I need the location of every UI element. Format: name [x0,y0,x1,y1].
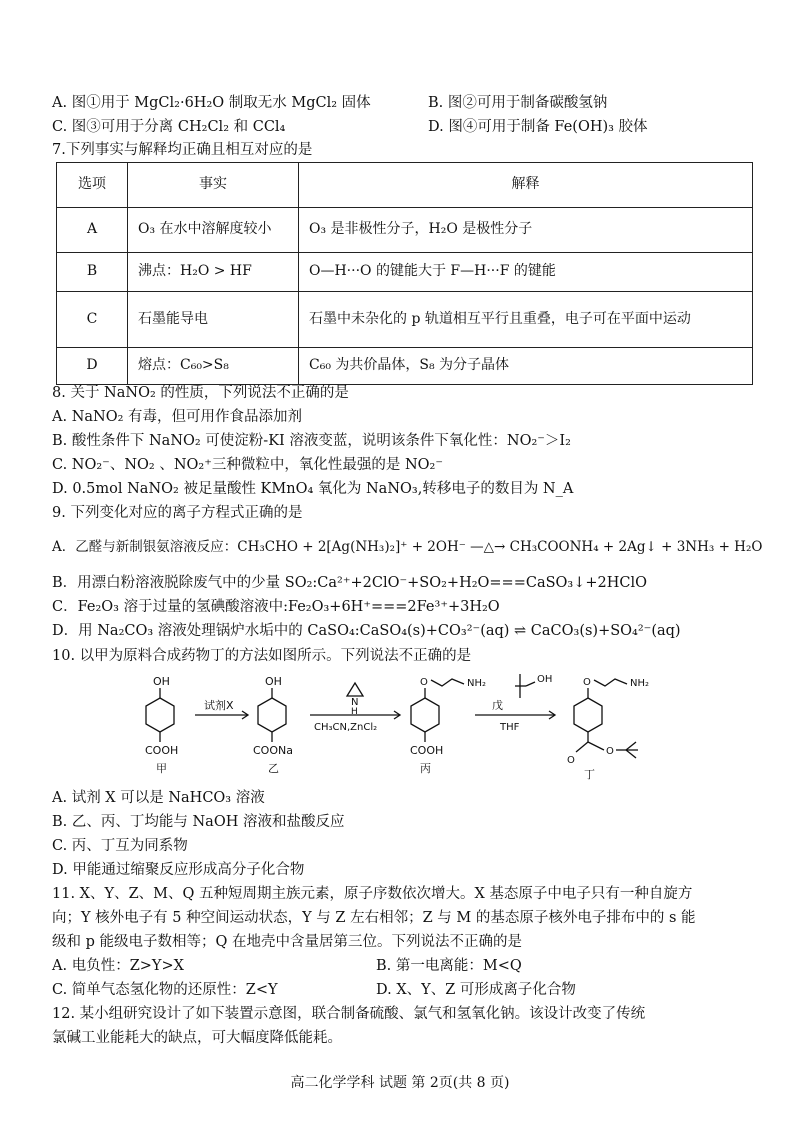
jia-cooh: COOH [145,744,179,757]
synthesis-scheme [0,668,800,788]
label-jia: 甲 [156,762,167,775]
q6-option-a: A. 图①用于 MgCl₂·6H₂O 制取无水 MgCl₂ 固体 [52,95,371,111]
yi-coona: COONa [253,744,293,757]
q6-option-c: C. 图③可用于分离 CH₂Cl₂ 和 CCl₄ [52,119,286,135]
label-yi: 乙 [268,762,279,775]
table-row [57,253,753,292]
q11-option-d: D. X、Y、Z 可形成离子化合物 [376,982,576,998]
q6-option-b: B. 图②可用于制备碳酸氢钠 [428,95,608,111]
q10-stem: 10. 以甲为原料合成药物丁的方法如图所示。下列说法不正确的是 [52,648,472,664]
q6-option-d: D. 图④可用于制备 Fe(OH)₃ 胶体 [428,119,648,135]
q7-header-row [57,163,753,208]
reagent-ch3cn-zncl2: CH₃CN,ZnCl₂ [314,722,378,733]
q7-row-explain: 石墨中未杂化的 p 轨道相互平行且重叠，电子可在平面中运动 [299,292,753,348]
q10-option-a: A. 试剂 X 可以是 NaHCO₃ 溶液 [52,790,265,806]
q7-stem: 7.下列事实与解释均正确且相互对应的是 [52,142,313,158]
q7-row-option: B [57,253,128,292]
q9-option-b: B．用漂白粉溶液脱除废气中的少量 SO₂:Ca²⁺+2ClO⁻+SO₂+H₂O===CaSO₃↓+2HClO [52,575,648,591]
q10-option-c: C. 丙、丁互为同系物 [52,838,188,854]
yi-oh: OH [265,675,282,688]
q7-header-explain: 解释 [299,163,753,208]
q7-row-fact: 沸点：H₂O > HF [128,253,299,292]
page-footer: 高二化学学科 试题 第 2页(共 8 页) [290,1075,510,1091]
label-bing: 丙 [420,762,431,775]
reagent-x: 试剂X [204,699,234,712]
aziridine-h: H [351,707,358,717]
wu-oh: OH [537,674,553,685]
table-row [57,208,753,253]
q7-row-fact: O₃ 在水中溶解度较小 [128,208,299,253]
q7-row-explain: O₃ 是非极性分子，H₂O 是极性分子 [299,208,753,253]
q11-stem-line3: 级和 p 能级电子数相等；Q 在地壳中含量居第三位。下列说法不正确的是 [52,934,522,950]
aziridine-n: N [351,697,359,708]
q8-stem: 8. 关于 NaNO₂ 的性质，下列说法不正确的是 [52,385,349,401]
q7-row-explain: C₆₀ 为共价晶体，S₈ 为分子晶体 [299,348,753,385]
q11-option-b: B. 第一电离能：M<Q [376,958,522,974]
q12-stem-line1: 12. 某小组研究设计了如下装置示意图，联合制备硫酸、氯气和氢氧化钠。该设计改变了传统 [52,1006,646,1022]
q10-option-b: B. 乙、丙、丁均能与 NaOH 溶液和盐酸反应 [52,814,345,830]
table-row [57,292,753,348]
q7-row-option: A [57,208,128,253]
q8-option-d: D. 0.5mol NaNO₂ 被足量酸性 KMnO₄ 氧化为 NaNO₃,转移电子的数目为 N_A [52,481,574,497]
q12-stem-line2: 氯碱工业能耗大的缺点，可大幅度降低能耗。 [52,1030,342,1046]
ding-o: O [583,677,591,688]
q9-option-d: D．用 Na₂CO₃ 溶液处理锅炉水垢中的 CaSO₄:CaSO₄(s)+CO₃²⁻(aq) ⇌ CaCO₃(s)+SO₄²⁻(aq) [52,623,681,639]
q11-stem-line2: 向；Y 核外电子有 5 种空间运动状态，Y 与 Z 左右相邻；Z 与 M 的基态原子核外电子排布中的 s 能 [52,910,696,926]
ding-ester-o: O [606,746,614,757]
solvent-thf: THF [500,722,520,733]
ding-nh2: NH₂ [630,678,650,689]
q7-row-explain: O—H···O 的键能大于 F—H···F 的键能 [299,253,753,292]
q7-row-option: D [57,348,128,385]
reagent-wu: 戊 [492,699,503,712]
q8-option-a: A. NaNO₂ 有毒，但可用作食品添加剂 [52,409,303,425]
q7-row-fact: 熔点：C₆₀>S₈ [128,348,299,385]
jia-oh: OH [153,675,170,688]
q8-option-b: B. 酸性条件下 NaNO₂ 可使淀粉-KI 溶液变蓝，说明该条件下氧化性：NO₂⁻＞I₂ [52,433,571,449]
q7-row-fact: 石墨能导电 [128,292,299,348]
ding-carbonyl-o: O [567,755,575,766]
bing-cooh: COOH [410,744,444,757]
q8-option-c: C. NO₂⁻、NO₂ 、NO₂⁺三种微粒中，氧化性最强的是 NO₂⁻ [52,457,444,473]
q7-header-option: 选项 [57,163,128,208]
bing-o: O [420,677,428,688]
q10-option-d: D. 甲能通过缩聚反应形成高分子化合物 [52,862,305,878]
label-ding: 丁 [584,768,595,781]
table-row [57,348,753,385]
q9-option-c: C．Fe₂O₃ 溶于过量的氢碘酸溶液中:Fe₂O₃+6H⁺===2Fe³⁺+3H₂O [52,599,500,615]
q11-stem-line1: 11. X、Y、Z、M、Q 五种短周期主族元素，原子序数依次增大。X 基态原子中电子只有一种自旋方 [52,886,693,902]
q7-table [56,162,753,385]
q11-option-a: A. 电负性：Z>Y>X [52,958,184,974]
q9-option-a: A．乙醛与新制银氨溶液反应：CH₃CHO + 2[Ag(NH₃)₂]⁺ + 2OH⁻ —△→ CH₃COONH₄ + 2Ag↓ + 3NH₃ + H₂O [52,539,763,555]
bing-nh2: NH₂ [467,678,487,689]
q11-option-c: C. 简单气态氢化物的还原性：Z<Y [52,982,278,998]
q7-row-option: C [57,292,128,348]
q7-header-fact: 事实 [128,163,299,208]
q9-stem: 9. 下列变化对应的离子方程式正确的是 [52,505,303,521]
